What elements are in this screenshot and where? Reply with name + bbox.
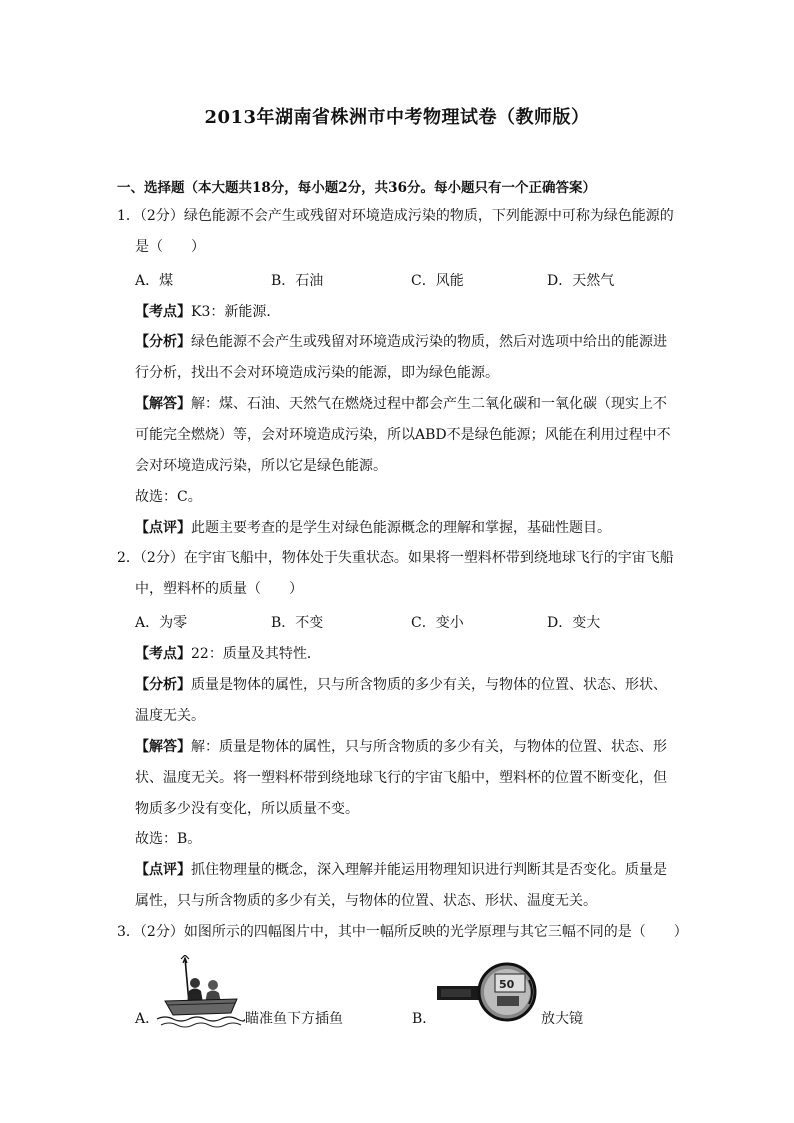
q3-stem: 3．（2分）如图所示的四幅图片中，其中一幅所反映的光学原理与其它三幅不同的是（ ） [117,924,688,940]
q2-option-d: D．变大 [547,615,601,631]
fenxi-label: 【分析】 [135,334,191,350]
q3-option-b-letter: B． [412,1011,437,1027]
q2-option-b: B．不变 [271,615,324,631]
q2-dianping-text1: 抓住物理量的概念，深入理解并能运用物理知识进行判断其是否变化。质量是 [191,862,667,878]
q1-jieda-text1: 解：煤、石油、天然气在燃烧过程中都会产生二氧化碳和一氧化碳（现实上不 [191,396,667,412]
dianping-label: 【点评】 [135,862,191,878]
q1-jieda-line2: 可能完全燃烧）等，会对环境造成污染，所以ABD不是绿色能源；风能在利用过程中不 [135,427,671,443]
q1-fenxi-text1: 绿色能源不会产生或残留对环境造成污染的物质，然后对选项中给出的能源进 [191,334,667,350]
q2-jieda-line2: 状、温度无关。将一塑料杯带到绕地球飞行的宇宙飞船中，塑料杯的位置不断变化，但 [135,770,667,786]
q3-option-b-caption: 放大镜 [541,1011,583,1027]
q2-stem-line2: 中，塑料杯的质量（ ） [135,581,303,597]
q1-dianping-text: 此题主要考查的是学生对绿色能源概念的理解和掌握，基础性题目。 [191,520,611,536]
q2-option-c: C．变小 [411,615,464,631]
q1-stem-line2: 是（ ） [135,239,205,255]
kaodian-label: 【考点】 [135,304,191,320]
q1-option-d: D．天然气 [547,273,615,289]
q1-kaodian [135,302,280,322]
q2-jieda-line1 [135,737,667,757]
q2-option-a: A．为零 [135,615,188,631]
q3-option-a-caption: 瞄准鱼下方插鱼 [245,1011,343,1027]
q2-answer: 故选：B。 [135,831,202,847]
dianping-label: 【点评】 [135,520,191,536]
fenxi-label: 【分析】 [135,677,191,693]
magnifying-glass-image [437,960,537,1030]
q2-jieda-text1: 解：质量是物体的属性，只与所含物质的多少有关，与物体的位置、状态、形 [191,739,667,755]
q1-answer: 故选：C。 [135,489,202,505]
q2-fenxi-line2: 温度无关。 [135,708,205,724]
q2-dianping-line1 [135,860,667,880]
kaodian-label: 【考点】 [135,646,191,662]
page-title: 2013年湖南省株洲市中考物理试卷（教师版） [204,107,590,128]
section-heading: 一、选择题（本大题共18分，每小题2分，共36分。每小题只有一个正确答案） [117,180,596,196]
jieda-label: 【解答】 [135,739,191,755]
q1-kaodian-text: K3：新能源． [191,304,281,320]
q2-fenxi-text1: 质量是物体的属性，只与所含物质的多少有关，与物体的位置、状态、形状、 [191,677,667,693]
q2-fenxi-line1 [135,675,667,695]
q2-dianping-line2: 属性，只与所含物质的多少有关，与物体的位置、状态、形状、温度无关。 [135,893,597,909]
q1-fenxi-line2: 行分析，找出不会对环境造成污染的能源，即为绿色能源。 [135,365,499,381]
q1-dianping [135,518,611,538]
magnified-stamp-number: 50 [499,978,515,991]
spearfishing-boat-image [155,955,245,1030]
jieda-label: 【解答】 [135,396,191,412]
q1-fenxi-line1 [135,332,667,352]
q1-jieda-line3: 会对环境造成污染，所以它是绿色能源。 [135,458,387,474]
q3-option-a-letter: A． [135,1011,160,1027]
q1-stem-line1: 1．（2分）绿色能源不会产生或残留对环境造成污染的物质，下列能源中可称为绿色能源的 [117,208,674,224]
q1-jieda-line1 [135,394,667,414]
q2-kaodian [135,644,321,664]
q2-jieda-line3: 物质多少没有变化，所以质量不变。 [135,801,359,817]
q2-stem-line1: 2．（2分）在宇宙飞船中，物体处于失重状态。如果将一塑料杯带到绕地球飞行的宇宙飞船 [117,550,674,566]
q1-option-b: B．石油 [271,273,324,289]
q1-option-a: A．煤 [135,273,174,289]
q1-option-c: C．风能 [411,273,464,289]
q2-kaodian-text: 22：质量及其特性． [191,646,321,662]
